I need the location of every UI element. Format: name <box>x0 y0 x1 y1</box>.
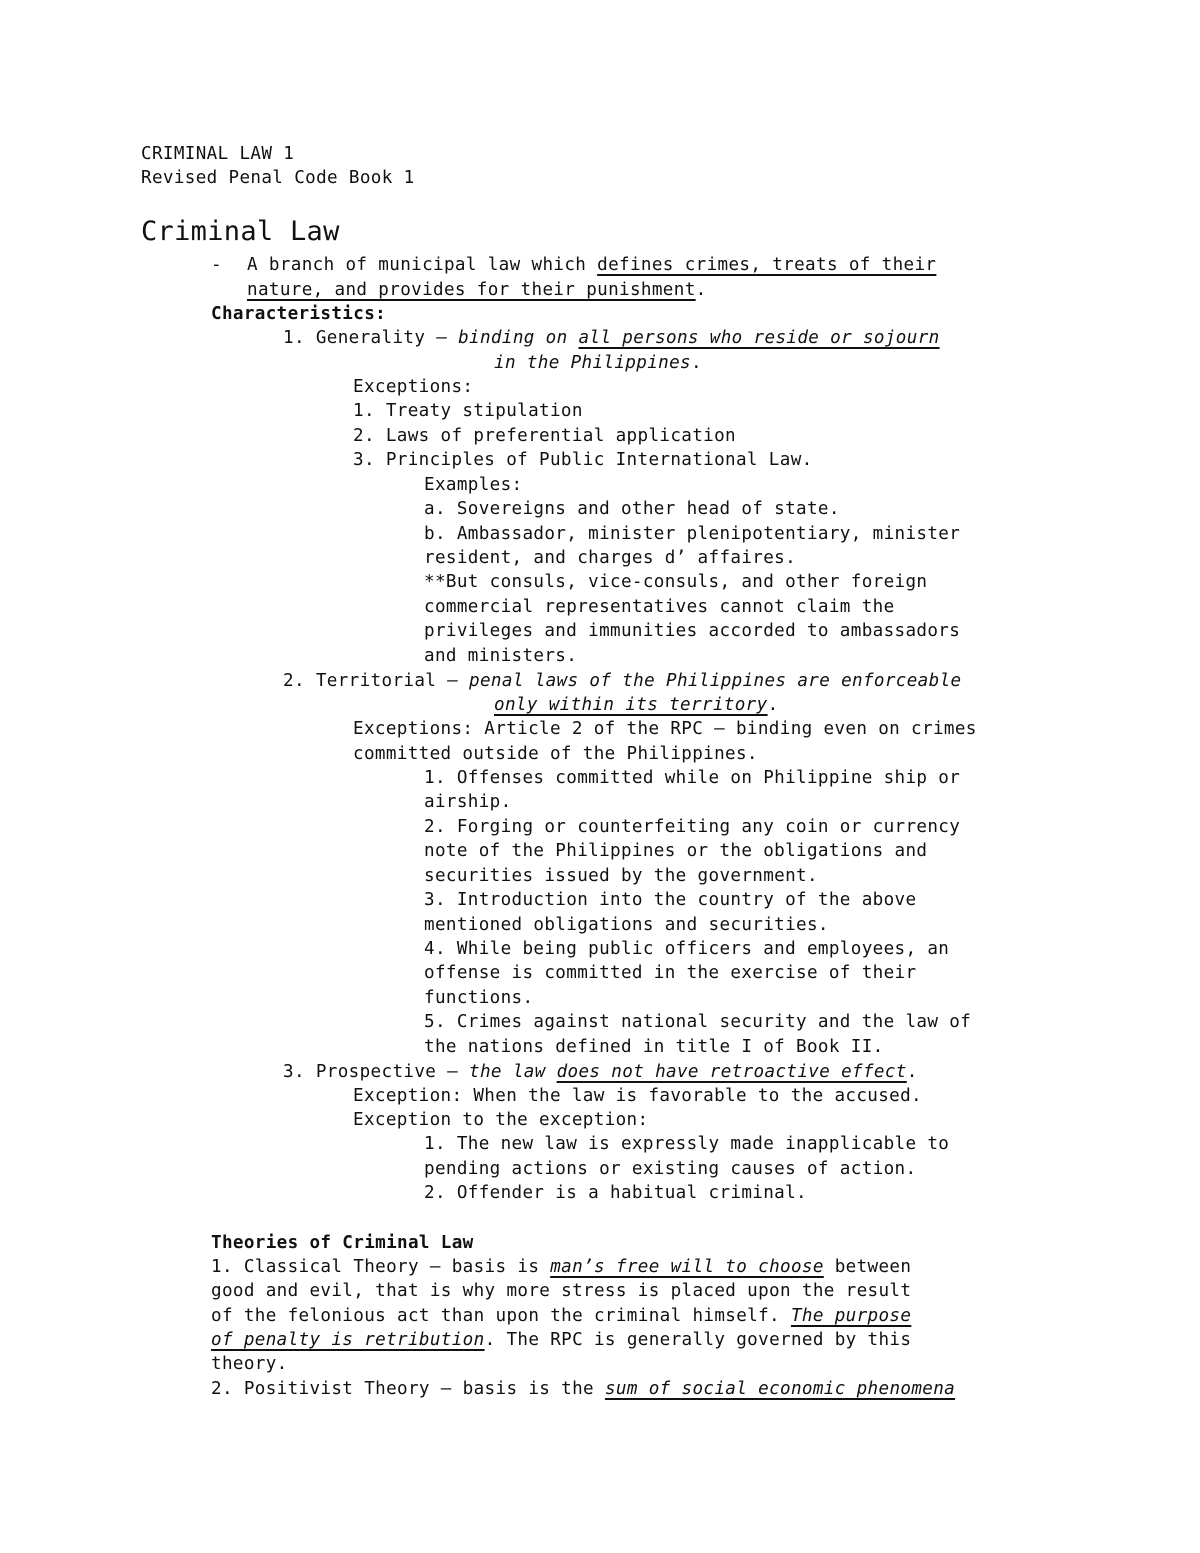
classical-line-2: good and evil, that is why more stress is placed upon the result <box>211 1281 912 1301</box>
classical-line-4: of penalty is retribution. The RPC is generally governed by this <box>211 1330 912 1350</box>
theories-title: Theories of Criminal Law <box>211 1233 474 1253</box>
territorial-italic: penal laws of the Philippines are enforceable <box>469 671 962 691</box>
prospective-item: 2. Offender is a habitual criminal. <box>424 1183 807 1203</box>
territorial-item: note of the Philippines or the obligations and <box>424 841 928 861</box>
examples-label: Examples: <box>424 475 523 495</box>
example-line-3: resident, and charges d’ affaires. <box>424 548 797 568</box>
section-heading: Criminal Law <box>141 216 340 247</box>
example-line-7: and ministers. <box>424 646 578 666</box>
example-line-4: **But consuls, vice-consuls, and other foreign <box>424 572 928 592</box>
generality-line <box>283 326 940 350</box>
territorial-item: mentioned obligations and securities. <box>424 915 829 935</box>
generality-name: Generality – <box>315 328 459 348</box>
territorial-item: 3. Introduction into the country of the above <box>424 890 917 910</box>
positivist-line: 2. Positivist Theory – basis is the sum of social economic phenomena <box>211 1379 956 1399</box>
generality-exception-1: 1. Treaty stipulation <box>353 401 583 421</box>
positivist-underline: sum of social economic phenomena <box>604 1379 956 1399</box>
classical-underline-2a: The purpose <box>790 1306 912 1326</box>
territorial-item: 5. Crimes against national security and the law of <box>424 1012 972 1032</box>
territorial-line: 2. Territorial – penal laws of the Philippines are enforceable <box>283 671 962 691</box>
territorial-exceptions-2: committed outside of the Philippines. <box>353 744 758 764</box>
course-title: CRIMINAL LAW 1 <box>141 144 295 164</box>
generality-exception-3: 3. Principles of Public International Law. <box>353 450 813 470</box>
definition-underline-1: defines crimes, treats of their <box>597 255 937 275</box>
territorial-name: Territorial – <box>315 671 470 691</box>
example-line-5: commercial representatives cannot claim the <box>424 597 895 617</box>
prospective-underline: does not have retroactive effect <box>556 1062 907 1082</box>
territorial-item: 4. While being public officers and employees, an <box>424 939 950 959</box>
classical-underline-1: man’s free will to choose <box>550 1257 824 1277</box>
definition-end: . <box>695 280 707 300</box>
prospective-line: 3. Prospective – the law does not have retroactive effect. <box>283 1062 918 1082</box>
prospective-item: 1. The new law is expressly made inapplicable to <box>424 1134 950 1154</box>
territorial-cont: only within its territory. <box>494 695 779 715</box>
territorial-item: functions. <box>424 988 534 1008</box>
generality-underline: all persons who reside or sojourn <box>578 328 940 348</box>
classical-line-5: theory. <box>211 1354 288 1374</box>
prospective-exception: Exception: When the law is favorable to the accused. <box>353 1086 923 1106</box>
example-line-6: privileges and immunities accorded to ambassadors <box>424 621 961 641</box>
generality-exceptions-label: Exceptions: <box>353 377 474 397</box>
generality-italic: binding on <box>458 328 579 348</box>
classical-underline-2b: of penalty is retribution <box>211 1330 485 1350</box>
territorial-item: the nations defined in title I of Book II. <box>424 1037 884 1057</box>
prospective-name: Prospective – <box>315 1062 470 1082</box>
classical-line-1: 1. Classical Theory – basis is man’s free will to choose between <box>211 1257 912 1277</box>
classical-line-3: of the felonious act than upon the criminal himself. The purpose <box>211 1306 912 1326</box>
territorial-item: offense is committed in the exercise of their <box>424 963 917 983</box>
generality-num: 1. <box>283 328 305 348</box>
prospective-item: pending actions or existing causes of action. <box>424 1159 917 1179</box>
territorial-item: 1. Offenses committed while on Philippine ship or <box>424 768 961 788</box>
definition-text: A branch of municipal law which <box>247 255 598 275</box>
prospective-exception-to: Exception to the exception: <box>353 1110 649 1130</box>
territorial-underline: only within its territory <box>494 695 768 715</box>
characteristics-label: Characteristics: <box>211 304 387 324</box>
territorial-item: airship. <box>424 792 512 812</box>
territorial-exceptions-1: Exceptions: Article 2 of the RPC – binding even on crimes <box>353 719 977 739</box>
course-subtitle: Revised Penal Code Book 1 <box>141 168 415 188</box>
example-line-1: a. Sovereigns and other head of state. <box>424 499 840 519</box>
generality-cont: in the Philippines. <box>494 353 702 373</box>
definition-underline-2: nature, and provides for their punishment <box>247 280 696 300</box>
territorial-item: securities issued by the government. <box>424 866 818 886</box>
definition-line-1 <box>247 253 936 277</box>
territorial-item: 2. Forging or counterfeiting any coin or currency <box>424 817 961 837</box>
generality-exception-2: 2. Laws of preferential application <box>353 426 736 446</box>
example-line-2: b. Ambassador, minister plenipotentiary, minister <box>424 524 961 544</box>
definition-line-2 <box>247 278 707 302</box>
definition-bullet: - <box>211 255 222 275</box>
